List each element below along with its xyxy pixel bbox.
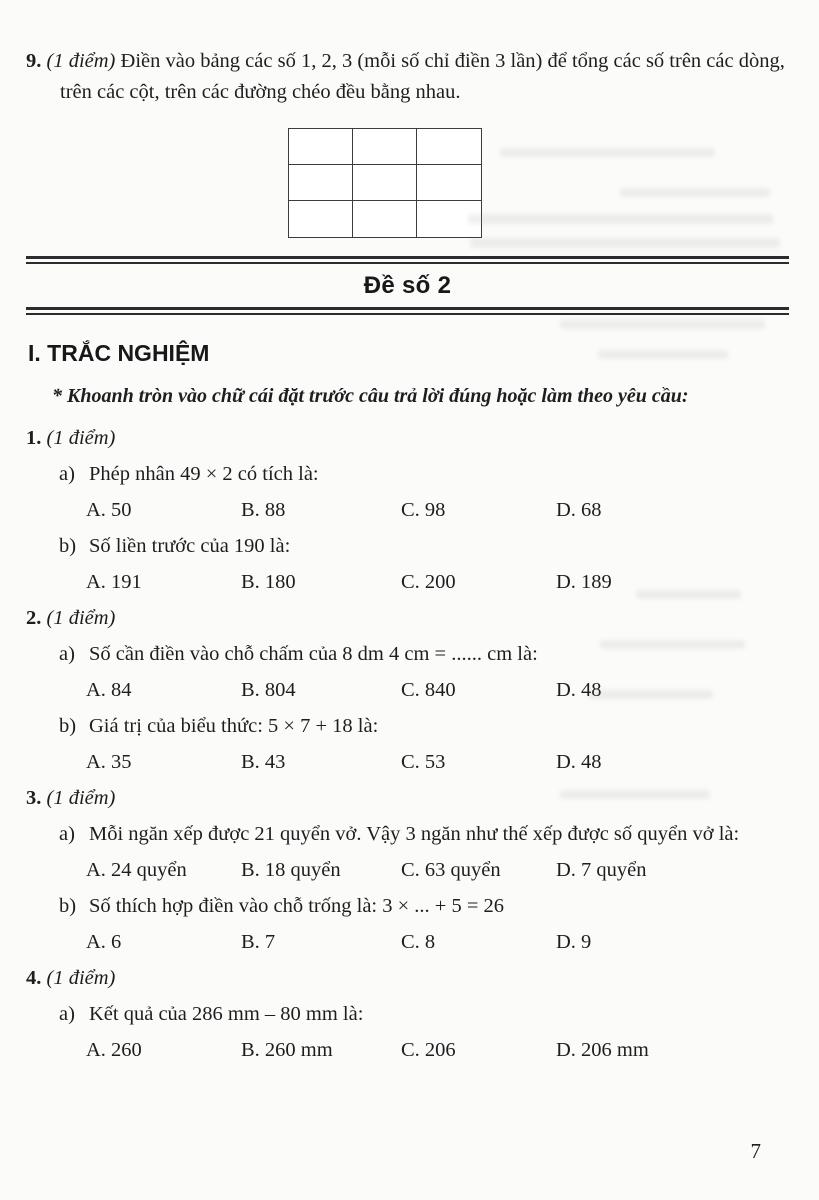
- grid-cell: [417, 165, 481, 201]
- question-4a-options: [26, 1032, 789, 1068]
- part-label: a): [59, 643, 75, 665]
- option-c: C. 63 quyển: [401, 859, 501, 881]
- option-a: A. 191: [86, 571, 142, 593]
- question-points: (1 điểm): [46, 427, 116, 449]
- question-4a: [26, 996, 789, 1032]
- option-a: A. 6: [86, 931, 122, 953]
- question-points: (1 điểm): [46, 50, 116, 72]
- question-number: 3.: [26, 787, 42, 809]
- option-b: B. 804: [241, 679, 296, 701]
- grid-cell: [289, 201, 353, 237]
- question-heading: [26, 780, 789, 816]
- instruction-text: * Khoanh tròn vào chữ cái đặt trước câu trả lời đúng hoặc làm theo yêu cầu:: [52, 385, 689, 407]
- option-a: A. 35: [86, 751, 132, 773]
- question-1a: [26, 456, 789, 492]
- question-points: (1 điểm): [46, 607, 116, 629]
- part-label: b): [59, 535, 77, 557]
- question-1: [26, 420, 789, 600]
- question-points: (1 điểm): [46, 787, 116, 809]
- option-c: C. 53: [401, 751, 446, 773]
- part-text: Số cần điền vào chỗ chấm của 8 dm 4 cm = ...... cm là:: [89, 643, 538, 665]
- part-text: Số thích hợp điền vào chỗ trống là: 3 × ... + 5 = 26: [89, 895, 505, 917]
- question-number: 2.: [26, 607, 42, 629]
- option-d: D. 68: [556, 499, 602, 521]
- option-a: A. 50: [86, 499, 132, 521]
- part-title: I. TRẮC NGHIỆM: [28, 340, 210, 366]
- part-label: a): [59, 823, 75, 845]
- option-d: D. 48: [556, 751, 602, 773]
- option-b: B. 260 mm: [241, 1039, 333, 1061]
- question-9-block: [26, 46, 789, 238]
- question-3b-options: [26, 924, 789, 960]
- question-heading: [26, 420, 789, 456]
- option-d: D. 189: [556, 571, 612, 593]
- section-title: Đề số 2: [363, 272, 452, 299]
- option-b: B. 88: [241, 499, 286, 521]
- question-2b: [26, 708, 789, 744]
- part-text: Mỗi ngăn xếp được 21 quyển vở. Vậy 3 ngăn như thế xếp được số quyển vở là:: [89, 823, 740, 845]
- question-3b: [26, 888, 789, 924]
- option-a: A. 260: [86, 1039, 142, 1061]
- question-2a: [26, 636, 789, 672]
- question-number: 4.: [26, 967, 42, 989]
- option-b: B. 18 quyển: [241, 859, 341, 881]
- question-3a-options: [26, 852, 789, 888]
- option-d: D. 48: [556, 679, 602, 701]
- grid-cell: [289, 165, 353, 201]
- grid-cell: [289, 129, 353, 165]
- option-b: B. 7: [241, 931, 276, 953]
- grid-cell: [417, 129, 481, 165]
- grid-cell: [353, 201, 417, 237]
- part-text: Kết quả của 286 mm – 80 mm là:: [89, 1003, 364, 1025]
- question-1a-options: [26, 492, 789, 528]
- question-3a: [26, 816, 789, 852]
- bleed-artifact: [470, 238, 780, 248]
- part-text: Số liền trước của 190 là:: [89, 535, 291, 557]
- option-d: D. 9: [556, 931, 592, 953]
- section-divider-top: [26, 256, 789, 264]
- page-number: 7: [750, 1139, 761, 1163]
- question-heading: [26, 600, 789, 636]
- grid-cell: [353, 129, 417, 165]
- option-b: B. 43: [241, 751, 286, 773]
- option-b: B. 180: [241, 571, 296, 593]
- part-label: b): [59, 715, 77, 737]
- part-label: b): [59, 895, 77, 917]
- option-c: C. 8: [401, 931, 436, 953]
- option-c: C. 200: [401, 571, 456, 593]
- question-number: 9.: [26, 50, 42, 72]
- question-points: (1 điểm): [46, 967, 116, 989]
- answer-grid: [288, 128, 482, 238]
- question-statement: Điền vào bảng các số 1, 2, 3 (mỗi số chỉ điền 3 lần) để tổng các số trên các dòng, trên các cột, trên các đường chéo đều bằng nhau.: [60, 50, 785, 103]
- question-number: 1.: [26, 427, 42, 449]
- question-3: [26, 780, 789, 960]
- part-label: a): [59, 1003, 75, 1025]
- part-text: Giá trị của biểu thức: 5 × 7 + 18 là:: [89, 715, 379, 737]
- section-divider-bottom: [26, 307, 789, 315]
- question-2a-options: [26, 672, 789, 708]
- questions-list: [26, 420, 789, 1068]
- question-4: [26, 960, 789, 1068]
- question-1b-options: [26, 564, 789, 600]
- question-9-text: [26, 46, 789, 108]
- grid-cell: [417, 201, 481, 237]
- option-c: C. 840: [401, 679, 456, 701]
- bleed-artifact: [560, 320, 765, 329]
- question-2b-options: [26, 744, 789, 780]
- option-c: C. 98: [401, 499, 446, 521]
- option-a: A. 84: [86, 679, 132, 701]
- part-label: a): [59, 463, 75, 485]
- option-c: C. 206: [401, 1039, 456, 1061]
- part-text: Phép nhân 49 × 2 có tích là:: [89, 463, 319, 485]
- grid-cell: [353, 165, 417, 201]
- option-d: D. 206 mm: [556, 1039, 649, 1061]
- question-1b: [26, 528, 789, 564]
- option-a: A. 24 quyển: [86, 859, 187, 881]
- question-2: [26, 600, 789, 780]
- question-heading: [26, 960, 789, 996]
- option-d: D. 7 quyển: [556, 859, 647, 881]
